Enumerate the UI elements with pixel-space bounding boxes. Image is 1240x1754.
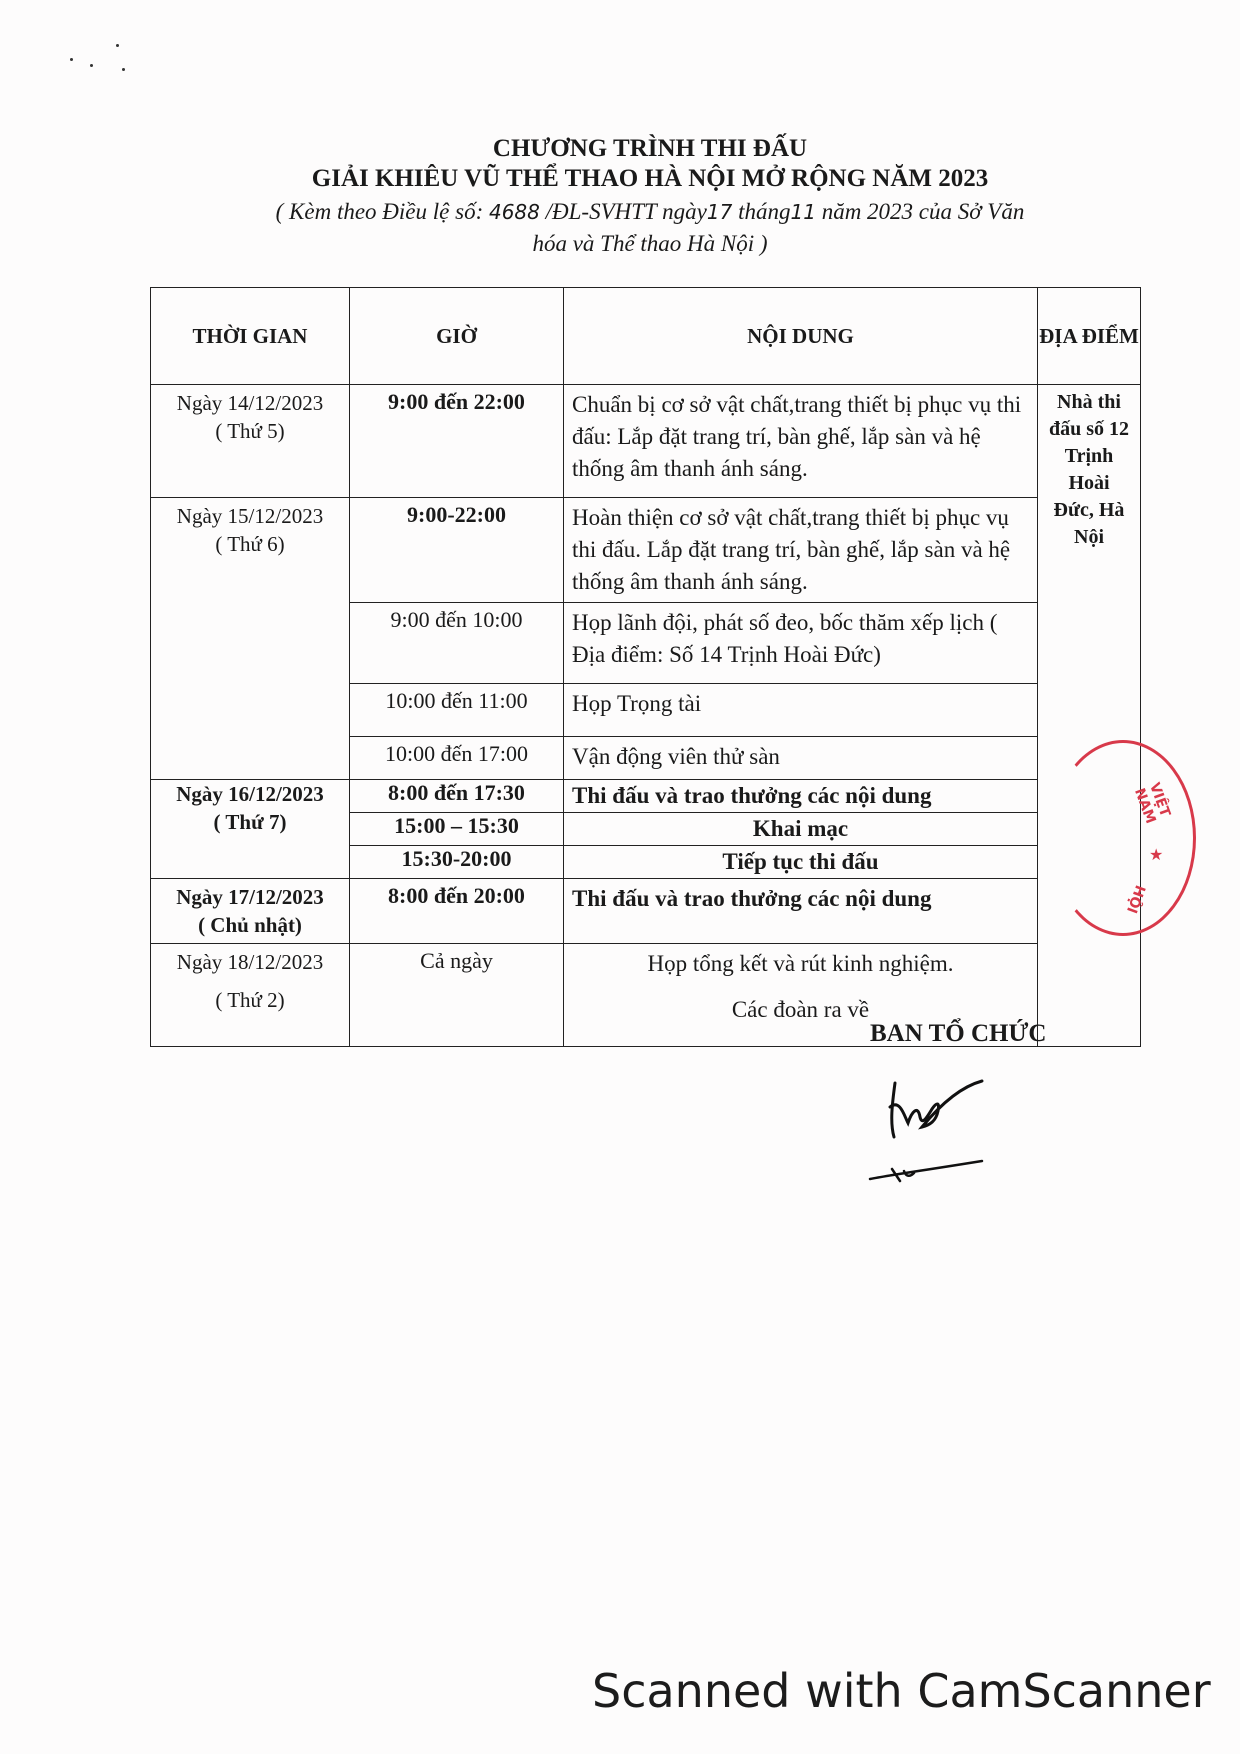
date-text: Ngày 15/12/2023 — [176, 504, 324, 528]
weekday-text: ( Thứ 7) — [213, 810, 287, 834]
seal-star-icon: ★ — [1149, 845, 1164, 864]
header-content: NỘI DUNG — [564, 288, 1038, 385]
date-cell — [151, 944, 350, 1047]
content-cell: Tiếp tục thi đấu — [564, 846, 1038, 879]
header-time: THỜI GIAN — [151, 288, 350, 385]
content-cell: Vận động viên thử sàn — [564, 737, 1038, 780]
table-row — [151, 780, 1141, 813]
document-subtitle: GIẢI KHIÊU VŨ THỂ THAO HÀ NỘI MỞ RỘNG NĂM 2023 — [311, 165, 989, 192]
date-text: Ngày 14/12/2023 — [176, 391, 324, 415]
ref-code: /ĐL-SVHTT ngày — [545, 199, 707, 224]
hour-cell: 15:00 – 15:30 — [350, 813, 564, 846]
table-row — [151, 879, 1141, 944]
hour-cell: 8:00 đến 20:00 — [350, 879, 564, 944]
ref-prefix: ( Kèm theo Điều lệ số: — [275, 199, 484, 224]
ref-line2: hóa và Thể thao Hà Nội ) — [532, 231, 768, 256]
table-row — [151, 385, 1141, 498]
hour-cell: 9:00 đến 10:00 — [350, 603, 564, 684]
table-header-row — [151, 288, 1141, 385]
content-cell: Hoàn thiện cơ sở vật chất,trang thiết bị phục vụ thi đấu. Lắp đặt trang trí, bàn ghế, lắp sàn và hệ thống âm thanh ánh sáng. — [564, 498, 1038, 603]
hour-cell: 10:00 đến 17:00 — [350, 737, 564, 780]
table-row — [151, 498, 1141, 603]
official-seal — [1050, 740, 1196, 936]
header-venue: ĐỊA ĐIỂM — [1038, 288, 1141, 385]
content-text: Họp tổng kết và rút kinh nghiệm. — [647, 951, 954, 976]
date-cell — [151, 879, 350, 944]
weekday-text: ( Thứ 6) — [215, 532, 285, 556]
organizer-label: BAN TỔ CHỨC — [870, 1020, 1047, 1047]
content-cell: Họp Trọng tài — [564, 684, 1038, 737]
ref-month-label: tháng — [738, 199, 791, 224]
content-text-2: Các đoàn ra về — [731, 997, 870, 1022]
date-cell — [151, 385, 350, 498]
camscanner-watermark: Scanned with CamScanner — [592, 1664, 1211, 1718]
content-cell: Họp lãnh đội, phát số đeo, bốc thăm xếp lịch ( Địa điểm: Số 14 Trịnh Hoài Đức) — [564, 603, 1038, 684]
document-title: CHƯƠNG TRÌNH THI ĐẤU — [492, 135, 808, 162]
weekday-text: ( Chủ nhật) — [198, 913, 302, 937]
content-cell: Thi đấu và trao thưởng các nội dung — [564, 780, 1038, 813]
ref-suffix: năm 2023 của Sở Văn — [821, 199, 1025, 224]
document-header — [200, 134, 1100, 260]
schedule-table — [150, 287, 1141, 1047]
hour-cell: 8:00 đến 17:30 — [350, 780, 564, 813]
content-cell: Thi đấu và trao thưởng các nội dung — [564, 879, 1038, 944]
date-text: Ngày 16/12/2023 — [176, 782, 324, 806]
ref-day: 17 — [706, 200, 733, 224]
hour-cell: 9:00 đến 22:00 — [350, 385, 564, 498]
ref-number: 4688 — [488, 200, 540, 224]
date-cell — [151, 498, 350, 780]
seal-text-top: VIỆT NAM — [1130, 780, 1174, 826]
seal-text-bottom: HỘI — [1122, 882, 1148, 916]
hour-cell: 10:00 đến 11:00 — [350, 684, 564, 737]
date-text: Ngày 17/12/2023 — [176, 885, 324, 909]
date-cell — [151, 780, 350, 879]
content-cell: Khai mạc — [564, 813, 1038, 846]
hour-cell: 15:30-20:00 — [350, 846, 564, 879]
hour-cell: 9:00-22:00 — [350, 498, 564, 603]
venue-cell: Nhà thi đấu số 12 Trịnh Hoài Đức, Hà Nội — [1038, 385, 1141, 1047]
document-reference — [200, 196, 1100, 260]
date-text: Ngày 18/12/2023 — [176, 950, 324, 974]
signature-image — [860, 1065, 1000, 1195]
ref-month: 11 — [790, 200, 816, 224]
hour-cell: Cả ngày — [350, 944, 564, 1047]
header-hour: GIỜ — [350, 288, 564, 385]
weekday-text: ( Thứ 5) — [215, 419, 285, 443]
content-cell: Chuẩn bị cơ sở vật chất,trang thiết bị phục vụ thi đấu: Lắp đặt trang trí, bàn ghế, lắp sàn và hệ thống âm thanh ánh sáng. — [564, 385, 1038, 498]
weekday-text: ( Thứ 2) — [215, 988, 285, 1012]
